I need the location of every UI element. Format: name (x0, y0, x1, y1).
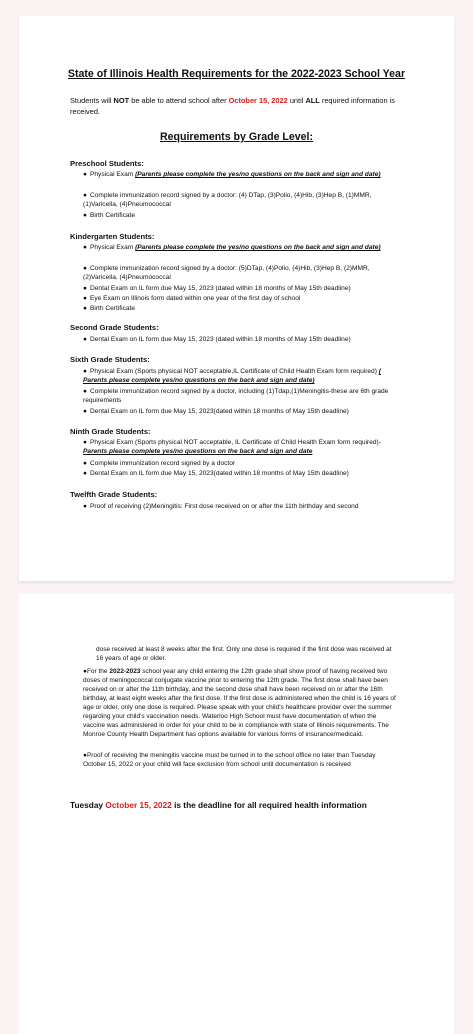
list-item: ● Complete immunization record signed by a doctor (83, 460, 236, 467)
list-item: ● Complete immunization record signed by a doctor: (4) DTap, (3)Polio, (4)Hib, (3)Hep B, (1)MMR, (1)Varicella, (4)Pneumococcal (83, 192, 372, 208)
list-item: ● Physical Exam (Parents please complete the yes/no questions on the back and sign and date) (83, 244, 381, 251)
section-heading-second-grade: Second Grade Students: (70, 323, 159, 332)
section-heading-preschool: Preschool Students: (70, 159, 144, 168)
list-item: ● Eye Exam on Illinois form dated within one year of the first day of school (83, 295, 301, 302)
list-item: ● Dental Exam on IL form due May 15, 2023(dated within 18 months of May 15th deadline) (83, 408, 349, 415)
section-heading-sixth-grade: Sixth Grade Students: (70, 355, 150, 364)
page-title: State of Illinois Health Requirements for the 2022-2023 School Year (67, 68, 406, 80)
list-item: ● Dental Exam on IL form due May 15, 2023 (dated within 18 months of May 15th deadline) (83, 285, 351, 292)
list-item: ● Complete immunization record signed by a doctor: (5)DTap, (4)Polio, (4)Hib, (3)Hep B, (2)MMR, (2)Varicella, (4)Pneumococcal (83, 265, 370, 281)
section-heading-twelfth-grade: Twelfth Grade Students: (70, 490, 158, 499)
list-item: ● Birth Certificate (83, 305, 136, 312)
document-page-1 (19, 16, 454, 581)
list-item: ● Complete immunization record signed by a doctor, including (1)Tdap,(1)Meningitis-these are 6th grade requirements (83, 388, 389, 404)
document-page-2 (19, 594, 454, 1034)
section-heading-kindergarten: Kindergarten Students: (70, 232, 155, 241)
list-item: ● Dental Exam on IL form due May 15, 2023(dated within 18 months of May 15th deadline) (83, 470, 349, 477)
list-item: ● Birth Certificate (83, 212, 136, 219)
list-item: ● Physical Exam (Parents please complete the yes/no questions on the back and sign and date) (83, 171, 381, 178)
continuation-text: dose received at least 8 weeks after the first. Only one dose is required if the first dose was received at 16 years of age or older. (96, 646, 392, 662)
requirements-heading: Requirements by Grade Level: (159, 131, 314, 143)
list-item: ● Proof of receiving (2)Meningitis: First dose received on or after the 11th birthday and second (83, 503, 359, 510)
list-item: ● Physical Exam (Sports physical NOT acceptable,IL Certificate of Child Health Exam form required) ( Parents please complete yes/no questions on the back and sign and date) (83, 368, 381, 384)
deadline-statement: Tuesday October 15, 2022 is the deadline for all required health information (70, 800, 367, 810)
list-item: ● Dental Exam on IL form due May 15, 2023 (dated within 18 months of May 15th deadline) (83, 336, 351, 343)
list-item: ● Physical Exam (Sports physical NOT acceptable, IL Certificate of Child Health Exam form required)-Parents please complete yes/no questions on the back and sign and date (83, 439, 381, 455)
list-item: ●For the 2022-2023 school year any child entering the 12th grade shall show proof of having received two doses of meningococcal conjugate vaccine prior to entering the 12th grade. The first dose shall have been received on or after the 11th birthday, and the second dose shall have been received on or after the 16th birthday, at least eight weeks after the first dose. If the first dose is administered when the child is 16 years of age or older, only one dose is required. Please speak with your child's healthcare provider over the summer regarding your child's vaccination needs. Waterloo High School must have documentation of when the vaccine was administered in order for your child to be in compliance with state of Illinois requirements. The Monroe County Health Department has options available for various forms of insurance/medicaid. (83, 668, 396, 738)
list-item: ●Proof of receiving the meningitis vaccine must be turned in to the school office no later than Tuesday October 15, 2022 or your child will face exclusion from school until documentation is received (83, 752, 376, 768)
intro-text: Students will NOT be able to attend school after October 15, 2022 until ALL required information is received. (70, 96, 395, 116)
section-heading-ninth-grade: Ninth Grade Students: (70, 427, 151, 436)
